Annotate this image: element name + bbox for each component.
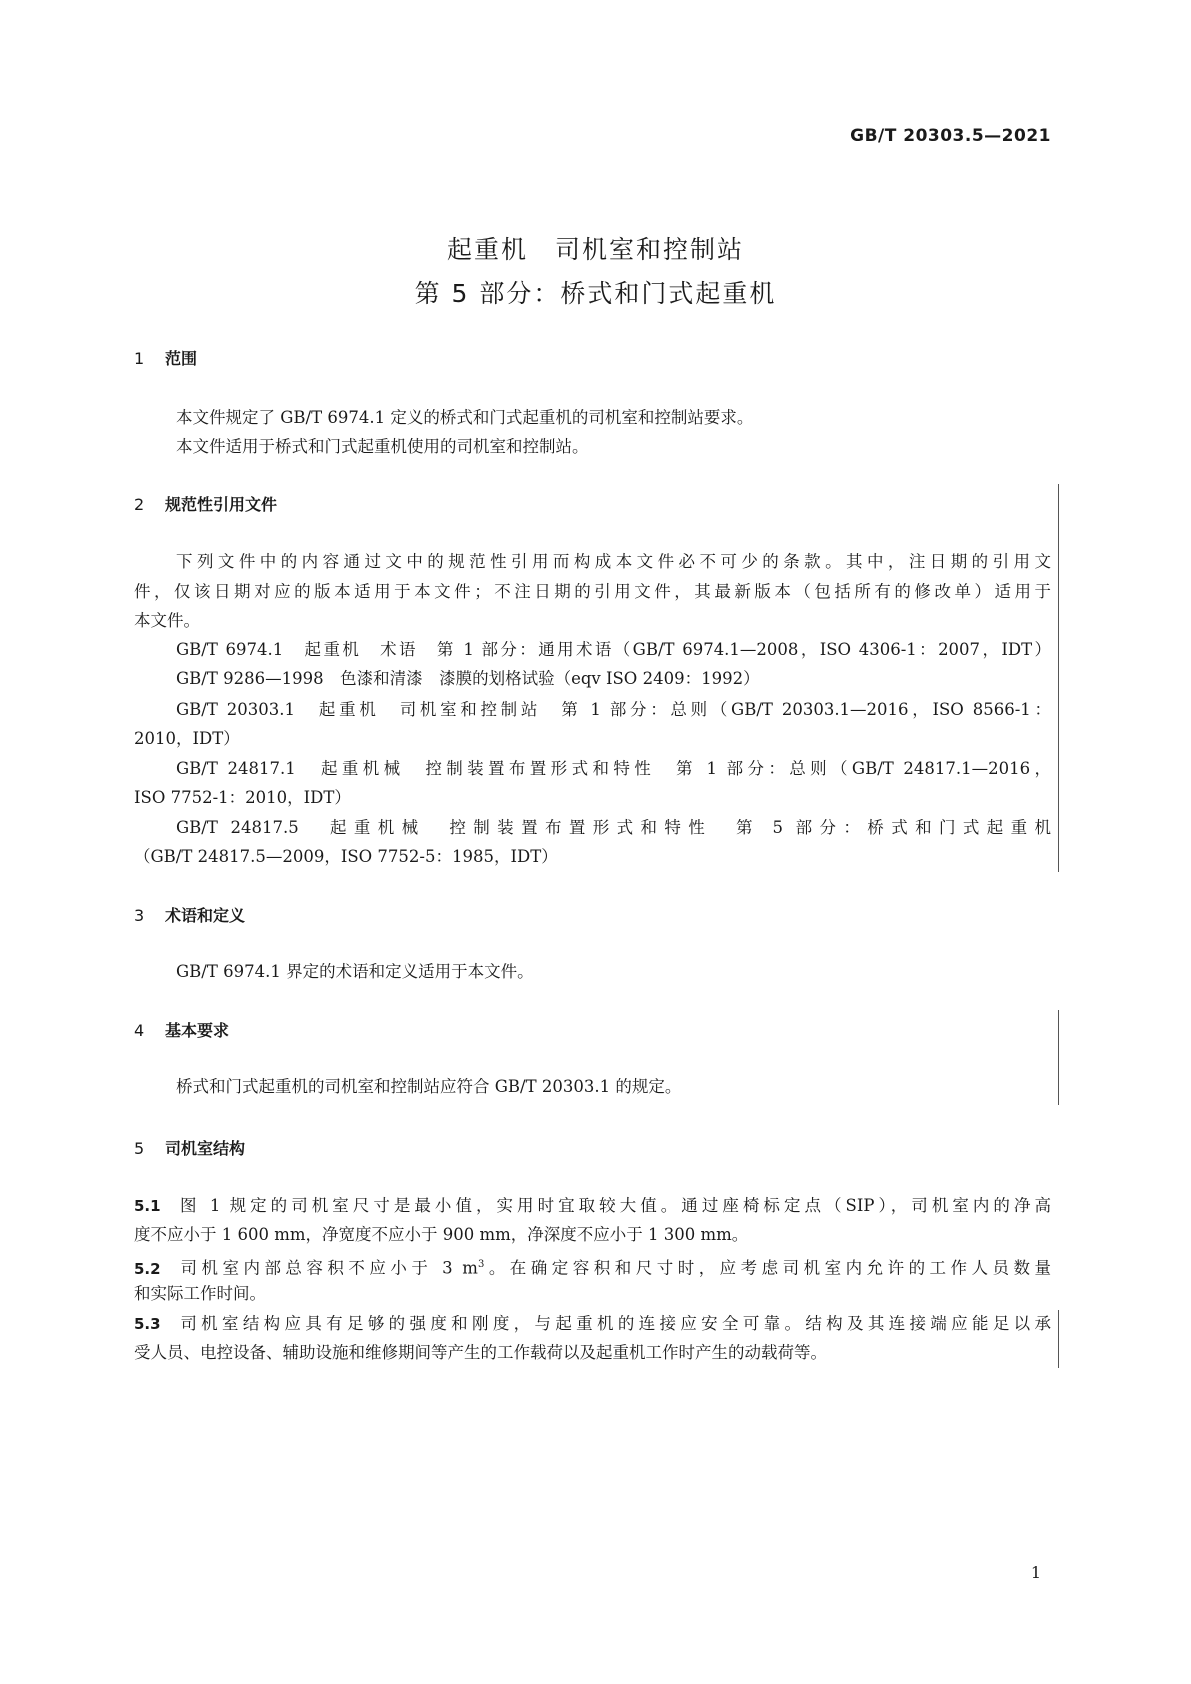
section-number: 2 [134, 495, 145, 514]
section-title: 术语和定义 [165, 906, 246, 925]
clause-number: 5.2 [134, 1259, 161, 1278]
clause-5-2-line-2: 和实际工作时间。 [134, 1284, 266, 1303]
clause-5-3-line-2: 受人员、电控设备、辅助设施和维修期间等产生的工作载荷以及起重机工作时产生的动载荷等。 [134, 1343, 827, 1362]
section-4-heading [134, 1018, 229, 1041]
clause-number: 5.3 [134, 1315, 161, 1333]
section-2-intro-line-3: 本文件。 [134, 611, 200, 630]
reference-3-line-1: GB/T 20303.1 起重机 司机室和控制站 第 1 部分：总则（GB/T 20303.1—2016，ISO 8566-1： [176, 700, 1051, 719]
change-bar [1058, 1310, 1059, 1368]
section-3-heading [134, 903, 245, 926]
section-1-heading [134, 346, 197, 369]
section-1-para-1: 本文件规定了 GB/T 6974.1 定义的桥式和门式起重机的司机室和控制站要求。 [176, 408, 754, 427]
clause-text: 图 1 规定的司机室尺寸是最小值，实用时宜取较大值。通过座椅标定点（SIP），司机室内的净高 [176, 1196, 1051, 1215]
clause-5-3-line-1 [134, 1308, 1051, 1340]
section-2-intro-line-2: 件，仅该日期对应的版本适用于本文件；不注日期的引用文件，其最新版本（包括所有的修改单）适用于 [134, 582, 1051, 601]
section-2-intro-line-1: 下列文件中的内容通过文中的规范性引用而构成本文件必不可少的条款。其中，注日期的引用文 [176, 552, 1051, 571]
reference-4-line-2: ISO 7752-1：2010，IDT） [134, 788, 351, 807]
change-bar [1058, 1010, 1059, 1105]
change-bar [1058, 484, 1059, 872]
section-title: 范围 [165, 349, 198, 368]
section-number: 4 [134, 1021, 145, 1040]
section-title: 规范性引用文件 [165, 495, 278, 514]
reference-4-line-1: GB/T 24817.1 起重机械 控制装置布置形式和特性 第 1 部分：总则（GB/T 24817.1—2016， [176, 759, 1051, 778]
section-number: 5 [134, 1139, 145, 1158]
section-4-para-1: 桥式和门式起重机的司机室和控制站应符合 GB/T 20303.1 的规定。 [176, 1077, 682, 1096]
title-line-1: 起重机 司机室和控制站 [446, 235, 744, 264]
reference-5-line-2: （GB/T 24817.5—2009，ISO 7752-5：1985，IDT） [134, 847, 558, 866]
page-number: 1 [1030, 1563, 1041, 1582]
clause-5-1-line-1 [134, 1190, 1051, 1222]
title-line-2: 第 5 部分：桥式和门式起重机 [414, 279, 777, 308]
clause-text-cont: 。在确定容积和尺寸时，应考虑司机室内允许的工作人员数量 [484, 1258, 1051, 1278]
document-code: GB/T 20303.5—2021 [850, 126, 1051, 146]
reference-5-line-1: GB/T 24817.5 起重机械 控制装置布置形式和特性 第 5 部分：桥式和门式起重机 [176, 818, 1051, 837]
clause-5-1-line-2: 度不应小于 1 600 mm，净宽度不应小于 900 mm，净深度不应小于 1 300 mm。 [134, 1225, 749, 1244]
section-title: 基本要求 [165, 1021, 230, 1040]
superscript: 3 [477, 1259, 485, 1270]
reference-1: GB/T 6974.1 起重机 术语 第 1 部分：通用术语（GB/T 6974.1—2008，ISO 4306-1：2007，IDT） [176, 640, 1051, 659]
reference-2: GB/T 9286—1998 色漆和清漆 漆膜的划格试验（eqv ISO 2409：1992） [176, 669, 760, 688]
section-3-para-1: GB/T 6974.1 界定的术语和定义适用于本文件。 [176, 962, 534, 981]
section-number: 1 [134, 349, 145, 368]
section-5-heading [134, 1136, 245, 1159]
clause-text: 司机室内部总容积不应小于 3 m [176, 1258, 478, 1278]
section-1-para-2: 本文件适用于桥式和门式起重机使用的司机室和控制站。 [176, 437, 589, 456]
section-2-heading [134, 492, 277, 515]
clause-number: 5.1 [134, 1197, 161, 1215]
clause-text: 司机室结构应具有足够的强度和刚度，与起重机的连接应安全可靠。结构及其连接端应能足以承 [176, 1314, 1051, 1333]
reference-3-line-2: 2010，IDT） [134, 729, 240, 748]
section-number: 3 [134, 906, 145, 925]
section-title: 司机室结构 [165, 1139, 246, 1158]
